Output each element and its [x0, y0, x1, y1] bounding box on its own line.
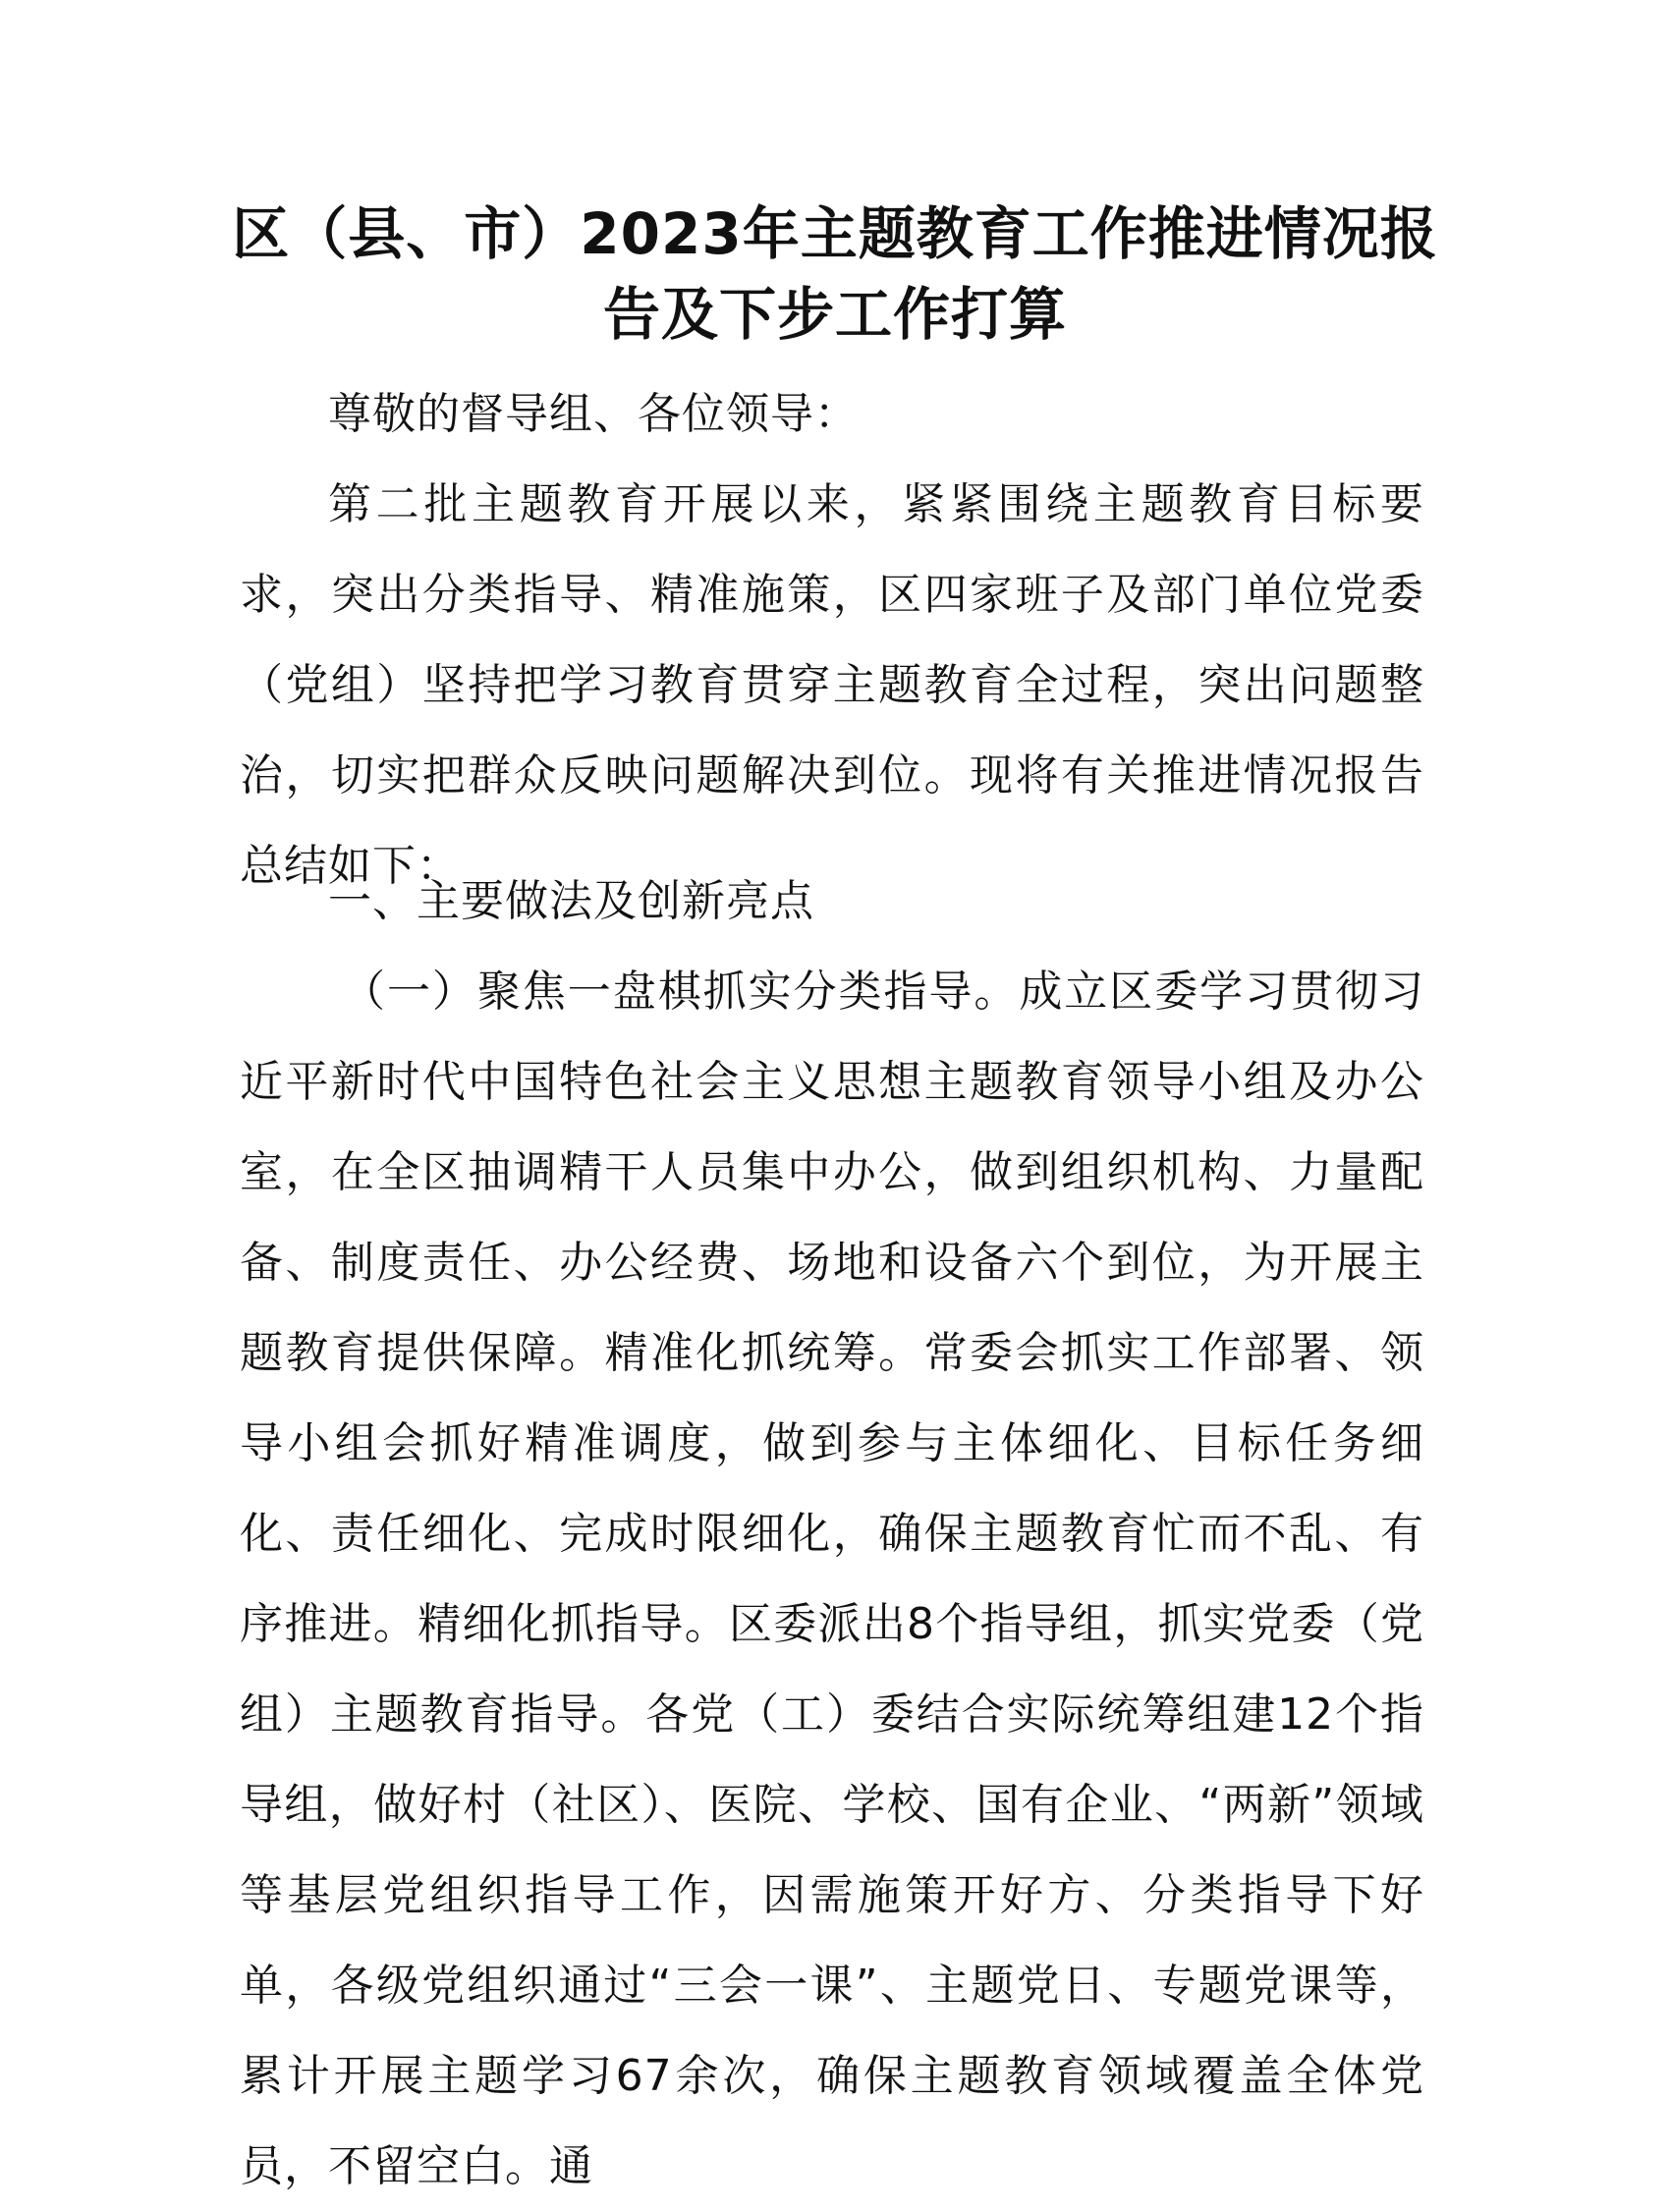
intro-paragraph: 第二批主题教育开展以来，紧紧围绕主题教育目标要求，突出分类指导、精准施策，区四家班子及部门单位党委（党组）坚持把学习教育贯穿主题教育全过程，突出问题整治，切实把群众反映问题解决到位。现将有关推进情况报告总结如下：: [240, 479, 1424, 891]
section-heading: 一、主要做法及创新亮点: [328, 876, 814, 926]
document-title-line-1: 区（县、市）2023年主题教育工作推进情况报: [232, 200, 1438, 267]
salutation: 尊敬的督导组、各位领导：: [328, 389, 859, 439]
document-title-line-2: 告及下步工作打算: [602, 281, 1067, 348]
body-paragraph: （一）聚焦一盘棋抓实分类指导。成立区委学习贯彻习近平新时代中国特色社会主义思想主题教育领导小组及办公室，在全区抽调精干人员集中办公，做到组织机构、力量配备、制度责任、办公经费、场地和设备六个到位，为开展主题教育提供保障。精准化抓统筹。常委会抓实工作部署、领导小组会抓好精准调度，做到参与主体细化、目标任务细化、责任细化、完成时限细化，确保主题教育忙而不乱、有序推进。精细化抓指导。区委派出8个指导组，抓实党委（党组）主题教育指导。各党（工）委结合实际统筹组建12个指导组，做好村（社区）、医院、学校、国有企业、“两新”领域等基层党组织指导工作，因需施策开好方、分类指导下好单，各级党组织通过“三会一课”、主题党日、专题党课等，累计开展主题学习67余次，确保主题教育领域覆盖全体党员，不留空白。通: [240, 967, 1424, 2191]
